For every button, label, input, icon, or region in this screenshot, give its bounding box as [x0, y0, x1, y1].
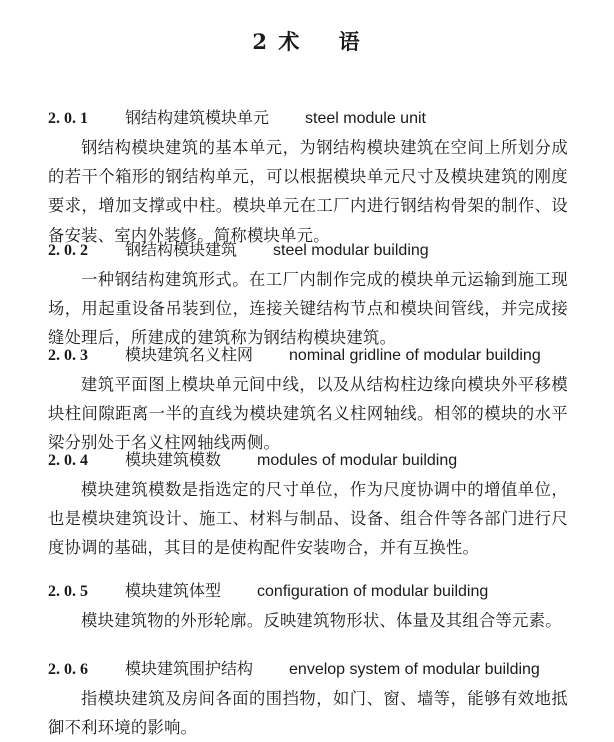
- term-definition: 模块建筑模数是指选定的尺寸单位，作为尺度协调中的增值单位，也是模块建筑设计、施工、材料与制品、设备、组合件等各部门进行尺度协调的基础，其目的是使构配件安装吻合，并有互换性。: [48, 480, 568, 558]
- term-english-name: steel modular building: [273, 242, 429, 259]
- term-number: 2. 0. 3: [48, 347, 88, 364]
- term-heading: [48, 445, 568, 475]
- term-number: 2. 0. 5: [48, 583, 88, 600]
- term-definition: 模块建筑物的外形轮廓。反映建筑物形状、体量及其组合等元素。: [81, 611, 562, 630]
- term-english-name: envelop system of modular building: [289, 661, 540, 678]
- term-chinese-name: 模块建筑模数: [125, 450, 222, 469]
- term-chinese-name: 模块建筑体型: [125, 581, 222, 600]
- term-definition: 建筑平面图上模块单元间中线，以及从结构柱边缘向模块外平移模块柱间隙距离一半的直线为模块建筑名义柱网轴线。相邻的模块的水平梁分别处于名义柱网轴线两侧。: [48, 375, 568, 453]
- term-entry-2-0-2: [48, 235, 568, 353]
- term-entry-2-0-4: [48, 445, 568, 563]
- term-english-name: steel module unit: [305, 110, 426, 127]
- term-english-name: modules of modular building: [257, 452, 458, 469]
- term-definition: 钢结构模块建筑的基本单元，为钢结构模块建筑在空间上所划分成的若干个箱形的钢结构单元，可以根据模块单元尺寸及模块建筑的刚度要求，增加支撑或中柱。模块单元在工厂内进行钢结构骨架的制作、设备安装、室内外装修。简称模块单元。: [48, 138, 568, 245]
- term-heading: [48, 576, 568, 606]
- term-english-name: configuration of modular building: [257, 583, 489, 600]
- term-entry-2-0-1: [48, 103, 568, 250]
- term-chinese-name: 模块建筑名义柱网: [125, 345, 254, 364]
- term-number: 2. 0. 2: [48, 242, 88, 259]
- term-number: 2. 0. 1: [48, 110, 88, 127]
- term-entry-2-0-3: [48, 340, 568, 458]
- term-chinese-name: 钢结构建筑模块单元: [125, 108, 270, 127]
- term-number: 2. 0. 4: [48, 452, 88, 469]
- term-heading: [48, 654, 568, 684]
- term-heading: [48, 235, 568, 265]
- term-entry-2-0-6: [48, 654, 568, 742]
- term-chinese-name: 钢结构模块建筑: [125, 240, 238, 259]
- term-number: 2. 0. 6: [48, 661, 88, 678]
- term-english-name: nominal gridline of modular building: [289, 347, 541, 364]
- term-chinese-name: 模块建筑围护结构: [125, 659, 254, 678]
- chapter-title: 2 术 语: [252, 29, 362, 54]
- term-definition: 指模块建筑及房间各面的围挡物，如门、窗、墙等，能够有效地抵御不利环境的影响。: [48, 689, 568, 738]
- term-definition: 一种钢结构建筑形式。在工厂内制作完成的模块单元运输到施工现场，用起重设备吊装到位，连接关键结构节点和模块间管线，并完成接缝处理后，所建成的建筑称为钢结构模块建筑。: [48, 270, 568, 348]
- term-entry-2-0-5: [48, 576, 568, 635]
- term-heading: [48, 103, 568, 133]
- term-heading: [48, 340, 568, 370]
